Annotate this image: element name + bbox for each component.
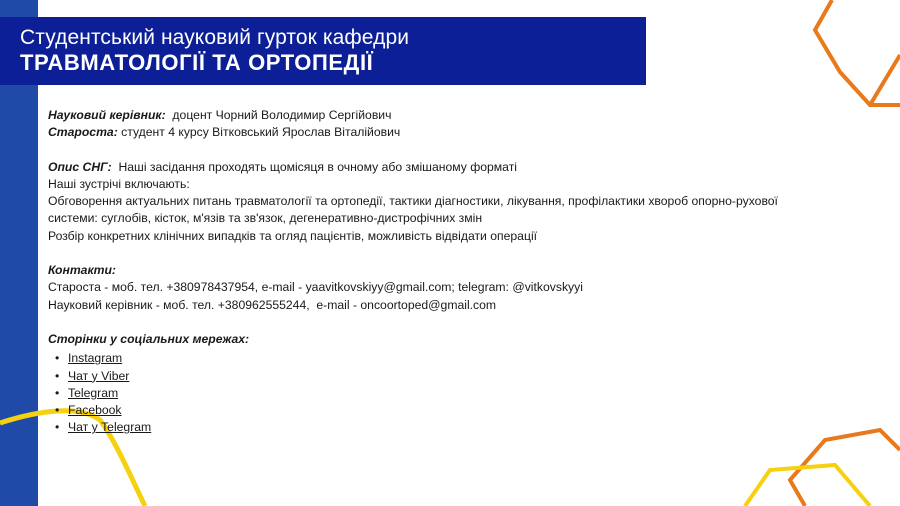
description-value: Наші засідання проходять щомісяця в очному або змішаному форматі	[111, 159, 517, 174]
telegram-chat-link[interactable]: Чат у Telegram	[68, 420, 152, 435]
top-right-orange-hexagon-edge	[870, 55, 900, 105]
contacts-line1: Староста - моб. тел. +380978437954, e-mail - yaavitkovskiyy@gmail.com; telegram: @vitkovskyyi	[48, 280, 583, 295]
description-label: Опис СНГ:	[48, 159, 112, 174]
social-label: Сторінки у соціальних мережах:	[48, 331, 250, 346]
list-item	[68, 419, 838, 436]
bottom-right-orange-hexagon-line	[790, 430, 900, 506]
list-item	[68, 402, 838, 419]
telegram-link[interactable]: Telegram	[68, 385, 119, 400]
description-line3: Обговорення актуальних питань травматології та ортопедії, тактики діагностики, лікування, профілактики хвороб опорно-рухової системи: суглобів, кісток, м'язів та зв'язок, дегенеративно-дистрофічних змін	[48, 194, 778, 226]
contacts-label: Контакти:	[48, 263, 116, 278]
description-line2: Наші зустрічі включають:	[48, 176, 190, 191]
list-item	[68, 368, 838, 385]
list-item	[68, 350, 838, 367]
supervisor-label: Науковий керівник:	[48, 108, 166, 122]
list-item	[68, 385, 838, 402]
supervisor-row	[48, 107, 838, 124]
supervisor-value: доцент Чорний Володимир Сергійович	[165, 108, 392, 122]
banner-title-line1: Студентський науковий гурток кафедри	[20, 26, 410, 49]
viber-chat-link[interactable]: Чат у Viber	[68, 368, 130, 383]
social-links-list	[48, 350, 838, 436]
facebook-link[interactable]: Facebook	[68, 403, 122, 418]
head-student-label: Староста:	[48, 125, 118, 140]
description-row	[48, 159, 838, 176]
title-banner	[0, 17, 646, 85]
contacts-line2: Науковий керівник - моб. тел. +380962555244, e-mail - oncoortoped@gmail.com	[48, 297, 497, 312]
bottom-right-yellow-hexagon-line	[745, 465, 870, 506]
head-student-value: студент 4 курсу Вітковський Ярослав Віталійович	[117, 125, 401, 140]
instagram-link[interactable]: Instagram	[68, 351, 123, 366]
top-right-orange-hexagon-line	[815, 0, 900, 105]
description-line4: Розбір конкретних клінічних випадків та огляд пацієнтів, можливість відвідати операції	[48, 228, 538, 243]
head-student-row	[48, 124, 838, 141]
banner-title-line2: ТРАВМАТОЛОГІЇ ТА ОРТОПЕДІЇ	[20, 50, 374, 75]
content-block	[48, 107, 838, 437]
